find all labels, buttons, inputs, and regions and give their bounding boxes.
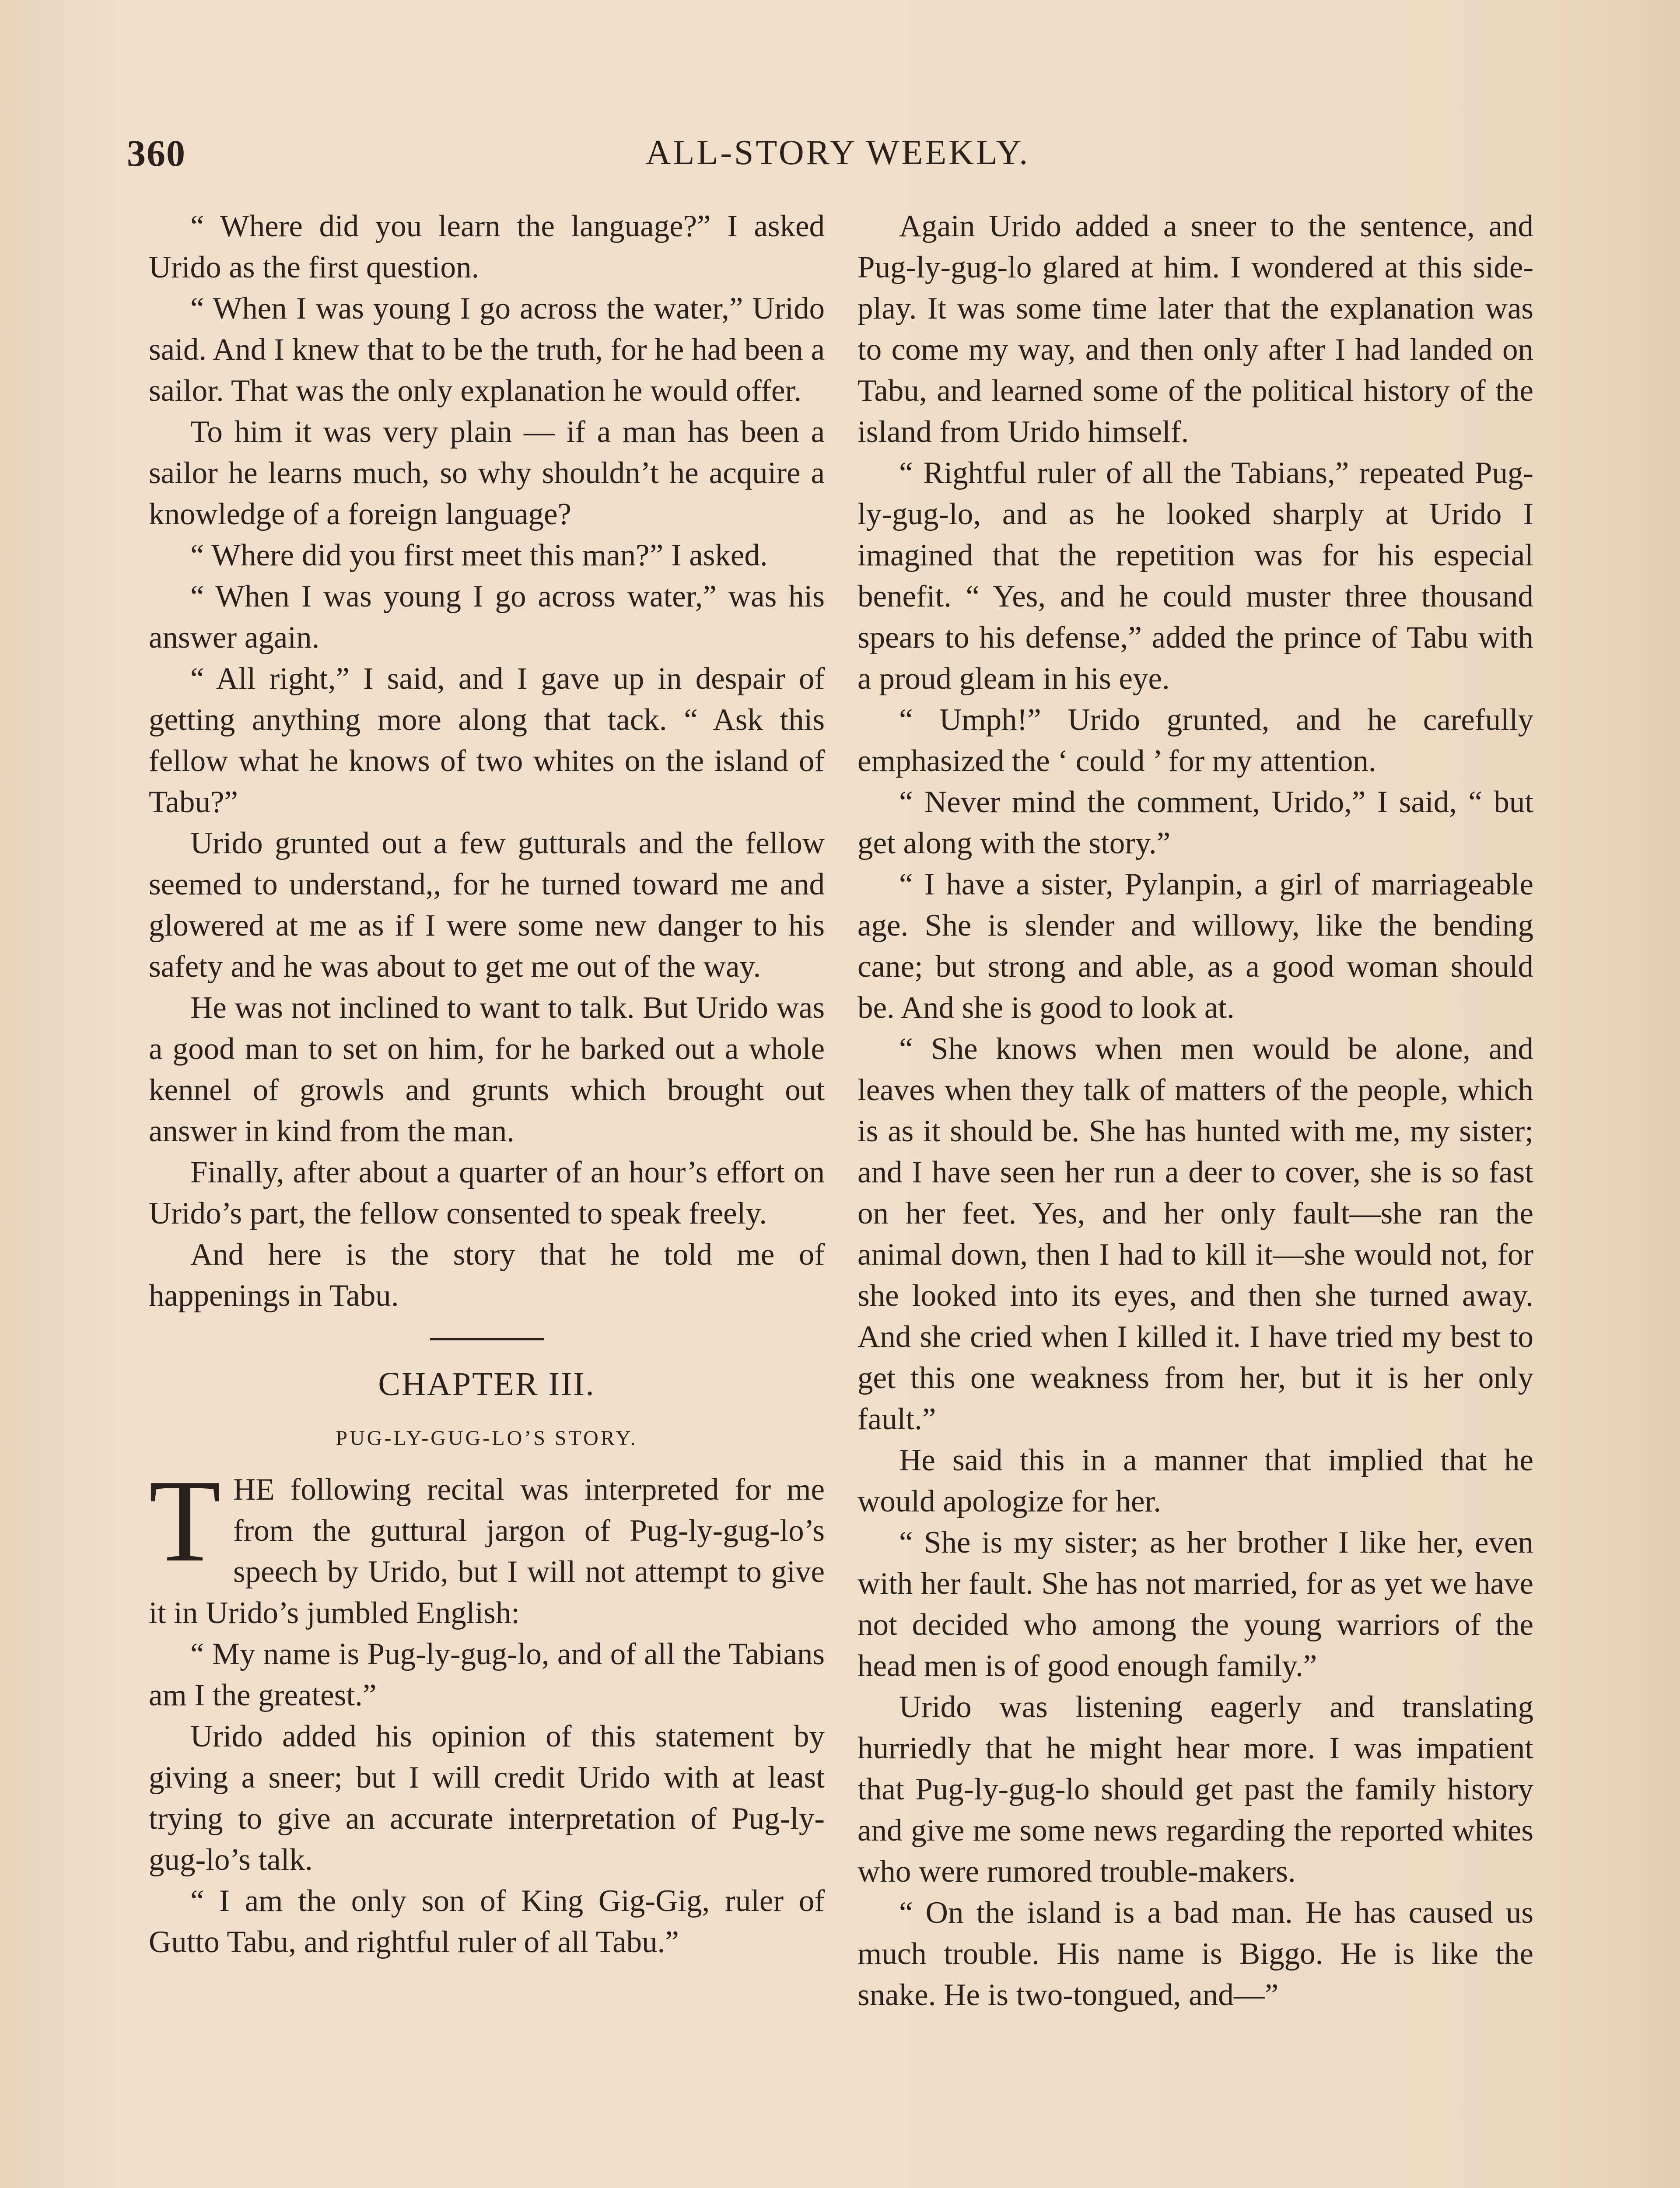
paragraph: Urido was listening eagerly and translating hurriedly that he might hear more. I was impatient that Pug-ly-gug-lo should get past the family history and give me some news regarding the reported whites who were rumored trouble-makers. bbox=[858, 1690, 1533, 1889]
running-head: ALL-STORY WEEKLY. bbox=[645, 133, 1030, 172]
paragraph: “ When I was young I go across the water,” Urido said. And I knew that to be the truth, for he had been a sailor. That was the only explanation he would offer. bbox=[149, 291, 825, 408]
paragraph: “ She knows when men would be alone, and leaves when they talk of matters of the people, which is as it should be. She has hunted with me, my sister; and I have seen her run a deer to cover, she is so fast on her feet. Yes, and her only fault—she ran the animal down, then I had to kill it—she would not, for she looked into its eyes, and then she turned away. And she cried when I killed it. I have tried my best to get this one weakness from her, but it is her only fault.” bbox=[858, 1032, 1533, 1436]
paragraph: “ Never mind the comment, Urido,” I said, “ but get along with the story.” bbox=[858, 785, 1533, 860]
drop-cap: T bbox=[149, 1455, 221, 1586]
paragraph: “ Where did you first meet this man?” I asked. bbox=[190, 538, 768, 572]
paragraph: And here is the story that he told me of happenings in Tabu. bbox=[149, 1238, 825, 1313]
paragraph: “ Rightful ruler of all the Tabians,” repeated Pug-ly-gug-lo, and as he looked sharply at Urido I imagined that the repetition was for his especial benefit. “ Yes, and he could muster three thousand spears to his defense,” added the prince of Tabu with a proud gleam in his eye. bbox=[858, 456, 1533, 696]
paragraph: To him it was very plain — if a man has been a sailor he learns much, so why shouldn’t he acquire a knowledge of a foreign language? bbox=[149, 415, 825, 531]
page-number: 360 bbox=[127, 132, 186, 174]
paragraph: Finally, after about a quarter of an hour’s effort on Urido’s part, the fellow consented to speak freely. bbox=[149, 1155, 825, 1231]
paragraph: “ All right,” I said, and I gave up in despair of getting anything more along that tack. “ Ask this fellow what he knows of two whites on the island of Tabu?” bbox=[149, 662, 825, 819]
paragraph: Again Urido added a sneer to the sentence, and Pug-ly-gug-lo glared at him. I wondered at this side-play. It was some time later that the explanation was to come my way, and then only after I had landed on Tabu, and learned some of the political history of the island from Urido himself. bbox=[858, 209, 1533, 449]
opening-paragraph bbox=[149, 1455, 825, 1634]
right-column bbox=[858, 206, 1533, 2016]
paragraph: “ Where did you learn the language?” I asked Urido as the first question. bbox=[149, 209, 825, 284]
paragraph: “ I have a sister, Pylanpin, a girl of marriageable age. She is slender and willowy, like the bending cane; but strong and able, as a good woman should be. And she is good to look at. bbox=[858, 867, 1533, 1025]
paragraph: “ When I was young I go across water,” was his answer again. bbox=[149, 579, 825, 655]
paragraph: He was not inclined to want to talk. But Urido was a good man to set on him, for he barked out a whole kennel of growls and grunts which brought out answer in kind from the man. bbox=[149, 991, 825, 1148]
left-column bbox=[149, 206, 825, 1963]
paragraph: He said this in a manner that implied that he would apologize for her. bbox=[858, 1443, 1533, 1518]
section-divider bbox=[430, 1338, 544, 1340]
paragraph: “ On the island is a bad man. He has caused us much trouble. His name is Biggo. He is like the snake. He is two-tongued, and—” bbox=[858, 1896, 1533, 2012]
page-header bbox=[127, 131, 1549, 179]
chapter-subtitle: PUG-LY-GUG-LO’S STORY. bbox=[336, 1427, 638, 1450]
paragraph: Urido grunted out a few gutturals and the fellow seemed to understand,, for he turned toward me and glowered at me as if I were some new danger to his safety and he was about to get me out of the way. bbox=[149, 826, 825, 984]
paragraph: “ She is my sister; as her brother I like her, even with her fault. She has not married, for as yet we have not decided who among the young warriors of the head men is of good enough family.” bbox=[858, 1525, 1533, 1683]
paragraph: “ Umph!” Urido grunted, and he carefully emphasized the ‘ could ’ for my attention. bbox=[858, 703, 1533, 778]
paragraph: Urido added his opinion of this statement by giving a sneer; but I will credit Urido with at least trying to give an accurate interpretation of Pug-ly-gug-lo’s talk. bbox=[149, 1719, 825, 1877]
paragraph: “ I am the only son of King Gig-Gig, ruler of Gutto Tabu, and rightful ruler of all Tabu.” bbox=[149, 1884, 825, 1959]
paragraph: “ My name is Pug-ly-gug-lo, and of all the Tabians am I the greatest.” bbox=[149, 1637, 825, 1712]
chapter-title: CHAPTER III. bbox=[378, 1366, 595, 1403]
opening-paragraph-text: HE following recital was interpreted for me from the guttural jargon of Pug-ly-gug-lo’s speech by Urido, but I will not attempt to give it in Urido’s jumbled English: bbox=[149, 1473, 825, 1630]
